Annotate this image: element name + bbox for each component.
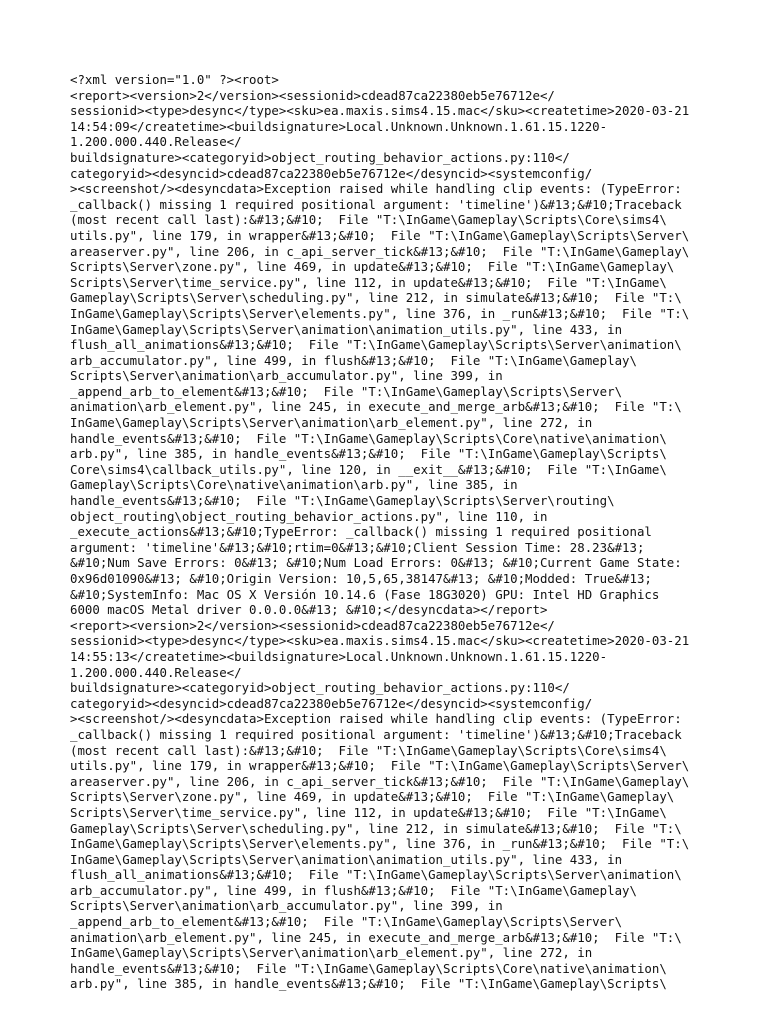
document-text-line: Scripts\Server\zone.py", line 469, in update&#13;&#10; File "T:\InGame\Gameplay\ [70, 789, 675, 805]
document-text-line: 1.200.000.440.Release</ [70, 134, 242, 150]
document-text-line: buildsignature><categoryid>object_routing_behavior_actions.py:110</ [70, 680, 570, 696]
document-text-line: 0x96d01090&#13; &#10;Origin Version: 10,5,65,38147&#13; &#10;Modded: True&#13; [70, 571, 652, 586]
document-text-line: Scripts\Server\animation\arb_accumulator.py", line 399, in [70, 898, 503, 914]
document-text-line: categoryid><desyncid>cdead87ca22380eb5e76712e</desyncid><systemconfig/ [70, 695, 593, 711]
document-text-line: categoryid><desyncid>cdead87ca22380eb5e76712e</desyncid><systemconfig/ [70, 165, 593, 181]
document-text-line: handle_events&#13;&#10; File "T:\InGame\Gameplay\Scripts\Core\native\animation\ [70, 960, 667, 976]
document-text-line: Scripts\Server\time_service.py", line 112, in update&#13;&#10; File "T:\InGame\ [70, 804, 667, 820]
document-text-line: Scripts\Server\time_service.py", line 112, in update&#13;&#10; File "T:\InGame\ [70, 274, 667, 290]
document-text-line: handle_events&#13;&#10; File "T:\InGame\Gameplay\Scripts\Server\routing\ [70, 493, 615, 509]
document-text-line: sessionid><type>desync</type><sku>ea.maxis.sims4.15.mac</sku><createtime>2020-03-21 [70, 633, 690, 649]
document-text-line: (most recent call last):&#13;&#10; File "T:\InGame\Gameplay\Scripts\Core\sims4\ [70, 212, 667, 228]
document-text-line: arb_accumulator.py", line 499, in flush&#13;&#10; File "T:\InGame\Gameplay\ [70, 352, 637, 368]
document-text-line: 14:54:09</createtime><buildsignature>Local.Unknown.Unknown.1.61.15.1220- [70, 118, 608, 134]
document-text-line: animation\arb_element.py", line 245, in execute_and_merge_arb&#13;&#10; File "T:\ [70, 399, 682, 415]
document-text-line: <report><version>2</version><sessionid>cdead87ca22380eb5e76712e</ [70, 617, 555, 633]
document-text-line: (most recent call last):&#13;&#10; File "T:\InGame\Gameplay\Scripts\Core\sims4\ [70, 742, 667, 758]
document-text-line: areaserver.py", line 206, in c_api_server_tick&#13;&#10; File "T:\InGame\Gameplay\ [70, 243, 690, 259]
document-text-line: utils.py", line 179, in wrapper&#13;&#10; File "T:\InGame\Gameplay\Scripts\Server\ [70, 227, 690, 243]
document-text-line: _append_arb_to_element&#13;&#10; File "T:\InGame\Gameplay\Scripts\Server\ [70, 383, 623, 399]
document-page [70, 72, 710, 992]
document-text-line: arb_accumulator.py", line 499, in flush&#13;&#10; File "T:\InGame\Gameplay\ [70, 882, 637, 898]
document-text-line: ><screenshot/><desyncdata>Exception raised while handling clip events: (TypeError: [70, 711, 682, 727]
document-text-line: InGame\Gameplay\Scripts\Server\animation\animation_utils.py", line 433, in [70, 851, 623, 867]
document-text-line: &#10;SystemInfo: Mac OS X Versión 10.14.6 (Fase 18G3020) GPU: Intel HD Graphics [70, 586, 660, 602]
document-text-line: arb.py", line 385, in handle_events&#13;&#10; File "T:\InGame\Gameplay\Scripts\ [70, 446, 667, 462]
document-text-line: Core\sims4\callback_utils.py", line 120, in __exit__&#13;&#10; File "T:\InGame\ [70, 461, 667, 477]
document-text-line: Gameplay\Scripts\Core\native\animation\arb.py", line 385, in [70, 477, 518, 493]
document-text-line: arb.py", line 385, in handle_events&#13;&#10; File "T:\InGame\Gameplay\Scripts\ [70, 976, 667, 992]
document-text-line: _execute_actions&#13;&#10;TypeError: _callback() missing 1 required positional [70, 524, 652, 540]
document-text-line: Scripts\Server\animation\arb_accumulator.py", line 399, in [70, 368, 503, 384]
document-text-line: argument: 'timeline'&#13;&#10;rtim=0&#13;&#10;Client Session Time: 28.23&#13; [70, 539, 645, 555]
document-text-line: buildsignature><categoryid>object_routing_behavior_actions.py:110</ [70, 149, 570, 165]
document-text-line: InGame\Gameplay\Scripts\Server\animation\arb_element.py", line 272, in [70, 945, 593, 961]
document-text-line: utils.py", line 179, in wrapper&#13;&#10; File "T:\InGame\Gameplay\Scripts\Server\ [70, 758, 690, 774]
document-text-line: _callback() missing 1 required positional argument: 'timeline')&#13;&#10;Traceback [70, 726, 682, 742]
document-text-line: 6000 macOS Metal driver 0.0.0.0&#13; &#10;</desyncdata></report> [70, 602, 548, 618]
document-text-line: <report><version>2</version><sessionid>cdead87ca22380eb5e76712e</ [70, 87, 555, 103]
document-text-line: 1.200.000.440.Release</ [70, 664, 242, 680]
document-text-line: animation\arb_element.py", line 245, in execute_and_merge_arb&#13;&#10; File "T:\ [70, 929, 682, 945]
document-text-line: handle_events&#13;&#10; File "T:\InGame\Gameplay\Scripts\Core\native\animation\ [70, 430, 667, 446]
document-text-line: InGame\Gameplay\Scripts\Server\animation\animation_utils.py", line 433, in [70, 321, 623, 337]
document-text-line: InGame\Gameplay\Scripts\Server\elements.py", line 376, in _run&#13;&#10; File "T:\ [70, 305, 690, 321]
document-text-line: ><screenshot/><desyncdata>Exception raised while handling clip events: (TypeError: [70, 181, 682, 197]
document-text-line: flush_all_animations&#13;&#10; File "T:\InGame\Gameplay\Scripts\Server\animation\ [70, 337, 682, 353]
document-text-line: Gameplay\Scripts\Server\scheduling.py", line 212, in simulate&#13;&#10; File "T:\ [70, 820, 682, 836]
document-text-line: _append_arb_to_element&#13;&#10; File "T:\InGame\Gameplay\Scripts\Server\ [70, 914, 623, 930]
document-text-line: flush_all_animations&#13;&#10; File "T:\InGame\Gameplay\Scripts\Server\animation\ [70, 867, 682, 883]
document-text-line: InGame\Gameplay\Scripts\Server\elements.py", line 376, in _run&#13;&#10; File "T:\ [70, 836, 690, 852]
document-text-line: Scripts\Server\zone.py", line 469, in update&#13;&#10; File "T:\InGame\Gameplay\ [70, 259, 675, 275]
document-text-line: <?xml version="1.0" ?><root> [70, 72, 279, 87]
document-text-line: Gameplay\Scripts\Server\scheduling.py", line 212, in simulate&#13;&#10; File "T:\ [70, 290, 682, 306]
document-text-line: areaserver.py", line 206, in c_api_server_tick&#13;&#10; File "T:\InGame\Gameplay\ [70, 773, 690, 789]
document-text-line: _callback() missing 1 required positional argument: 'timeline')&#13;&#10;Traceback [70, 196, 682, 212]
document-text-line: sessionid><type>desync</type><sku>ea.maxis.sims4.15.mac</sku><createtime>2020-03-21 [70, 103, 690, 119]
document-text-line: 14:55:13</createtime><buildsignature>Local.Unknown.Unknown.1.61.15.1220- [70, 648, 608, 664]
document-text-line: &#10;Num Save Errors: 0&#13; &#10;Num Load Errors: 0&#13; &#10;Current Game State: [70, 555, 682, 571]
document-text-line: object_routing\object_routing_behavior_actions.py", line 110, in [70, 508, 548, 524]
document-text-line: InGame\Gameplay\Scripts\Server\animation\arb_element.py", line 272, in [70, 415, 593, 431]
